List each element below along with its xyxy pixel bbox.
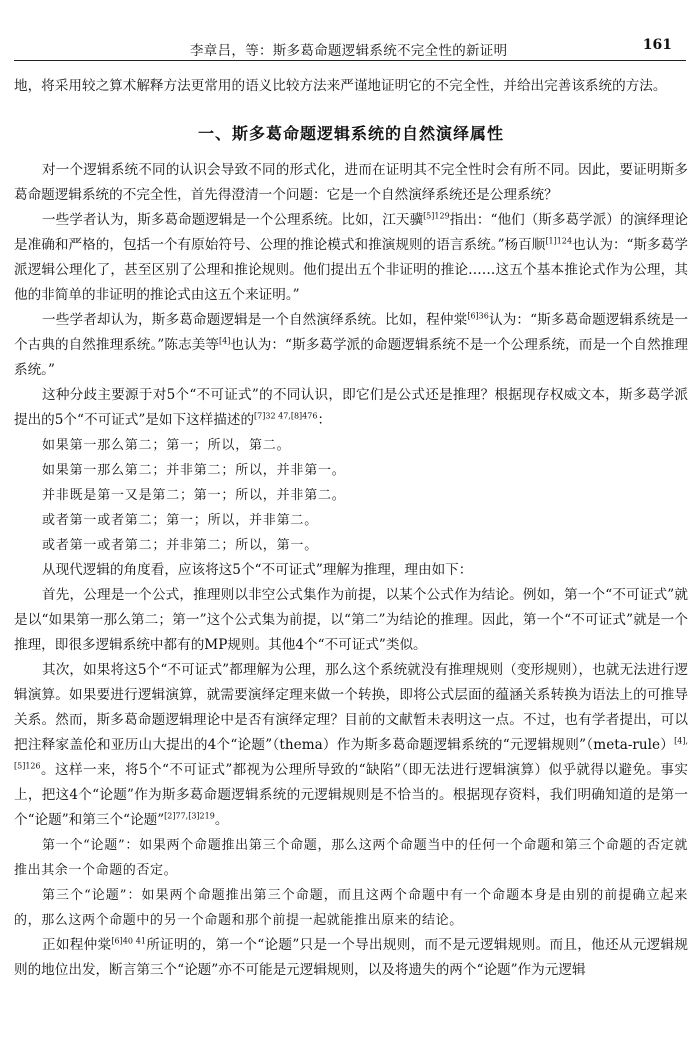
indemonstrables-list: [14, 433, 688, 558]
header-title: 李章吕，等：斯多葛命题逻辑系统不完全性的新证明: [190, 43, 508, 59]
paragraph-2-text-1: 一些学者认为，斯多葛命题逻辑是一个公理系统。比如，江天骥: [42, 212, 424, 228]
thema-1: 第一个“论题”：如果两个命题推出第三个命题，那么这两个命题当中的任何一个命题和第三个命题的否定就推出其余一个命题的否定。: [14, 838, 688, 878]
paragraph-8-text-1: 正如程仲棠: [42, 937, 112, 953]
paragraph-4-text-2: ：: [317, 412, 332, 428]
citation-4-5-126: [4],[5]126: [14, 736, 688, 771]
indemonstrable-4: 或者第一或者第二；第一；所以，并非第二。: [42, 513, 319, 528]
paragraph-8-text-2: 所证明的，第一个“论题”只是一个导出规则，而不是元逻辑规则。而且，他还从元逻辑规则的地位出发，断言第三个“论题”亦不可能是元逻辑规则，以及将遗失的两个“论题”作为元逻辑: [14, 937, 689, 978]
paragraph-1: 对一个逻辑系统不同的认识会导致不同的形式化，进而在证明其不完全性时会有所不同。因此，要证明斯多葛命题逻辑系统的不完全性，首先得澄清一个问题：它是一个自然演绎系统还是公理系统？: [14, 162, 688, 203]
citation-2-3: [2]77,[3]219: [164, 811, 215, 821]
paragraph-3-text-1: 一些学者却认为，斯多葛命题逻辑是一个自然演绎系统。比如，程仲棠: [42, 312, 468, 328]
paragraph-4-text-1: 这种分歧主要源于对5个“不可证式”的不同认识，即它们是公式还是推理？根据现存权威文本，斯多葛学派提出的5个“不可证式”是如下这样描述的: [14, 387, 688, 428]
intro-paragraph: 地，将采用较之算术解释方法更常用的语义比较方法来严谨地证明它的不完全性，并给出完善该系统的方法。: [14, 78, 667, 94]
running-header: [14, 34, 686, 61]
page-number: 161: [642, 37, 672, 53]
thema-3: 第三个“论题”：如果两个命题推出第三个命题，而且这两个命题中有一个命题本身是由别的前提确立起来的，那么这两个命题中的另一个命题和那个前提一起就能推出原来的结论。: [14, 888, 688, 928]
indemonstrable-1: 如果第一那么第二；第一；所以，第二。: [42, 438, 291, 453]
citation-4: [4]: [219, 336, 231, 346]
paragraph-2-text-2: 指出：“他们（斯多葛学派）的演绎理论是准确和严格的，包括一个有原始符号、公理的推论模式和推演规则的语言系统。”杨百顺: [14, 212, 688, 253]
paragraph-7-text-1: 其次，如果将这5个“不可证式”都理解为公理，那么这个系统就没有推理规则（变形规则），也就无法进行逻辑演算。如果要进行逻辑演算，就需要演绎定理来做一个转换，即将公式层面的蕴涵关系转换为语法上的可推导关系。然而，斯多葛命题逻辑理论中是否有演绎定理？目前的文献暂未表明这一点。不过，也有学者提出，可以把注释家盖伦和亚历山大提出的4个“论题”（thema）作为斯多葛命题逻辑系统的“元逻辑规则”（meta-rule）: [14, 662, 688, 753]
paragraph-7: [14, 658, 688, 833]
paragraph-3: [14, 308, 688, 383]
paragraph-7-text-2: 。这样一来，将5个“不可证式”都视为公理所导致的“缺陷”（即无法进行逻辑演算）似乎就得以避免。事实上，把这4个“论题”作为斯多葛命题逻辑系统的元逻辑规则是不恰当的。根据现存资料，我们明确知道的是第一个“论题”和第三个“论题”: [14, 762, 688, 828]
citation-7-8: [7]32 47,[8]476: [254, 411, 318, 421]
citation-1-124: [1]124: [545, 236, 573, 246]
paragraph-8: [14, 933, 688, 983]
paragraph-2-text-3: 也认为：“斯多葛学派逻辑公理化了，甚至区别了公理和推论规则。他们提出五个非证明的推论……这五个基本推论式作为公理，其他的非简单的非证明的推论式由这五个来证明。”: [14, 237, 688, 303]
citation-6-40-41: [6]40 41: [111, 936, 146, 946]
body-text: [14, 74, 688, 983]
citation-6-36: [6]36: [467, 311, 489, 321]
indemonstrable-2: 如果第一那么第二；并非第二；所以，并非第一。: [42, 463, 346, 478]
citation-5-129: [5]129: [423, 211, 450, 221]
section-heading: 一、斯多葛命题逻辑系统的自然演绎属性: [197, 124, 504, 143]
thema-rules: [14, 833, 688, 933]
paragraph-5: 从现代逻辑的角度看，应该将这5个“不可证式”理解为推理，理由如下：: [42, 562, 473, 578]
paragraph-3-text-3: 也认为：“斯多葛学派的命题逻辑系统不是一个公理系统，而是一个自然推理系统。”: [14, 337, 688, 378]
paragraph-4: [14, 383, 688, 433]
paragraph-2: [14, 208, 688, 308]
indemonstrable-3: 并非既是第一又是第二；第一；所以，并非第二。: [42, 488, 346, 503]
paragraph-6: 首先，公理是一个公式，推理则以非空公式集作为前提，以某个公式作为结论。例如，第一个“不可证式”就是以“如果第一那么第二；第一”这个公式集为前提，以“第二”为结论的推理。因此，第一个“不可证式”就是一个推理，即很多逻辑系统中都有的MP规则。其他4个“不可证式”类似。: [14, 587, 688, 653]
paragraph-7-text-3: 。: [214, 812, 229, 828]
indemonstrable-5: 或者第一或者第二；并非第二；所以，第一。: [42, 538, 319, 553]
paragraph-3-text-2: 认为：“斯多葛命题逻辑系统是一个古典的自然推理系统。”陈志美等: [14, 312, 689, 353]
